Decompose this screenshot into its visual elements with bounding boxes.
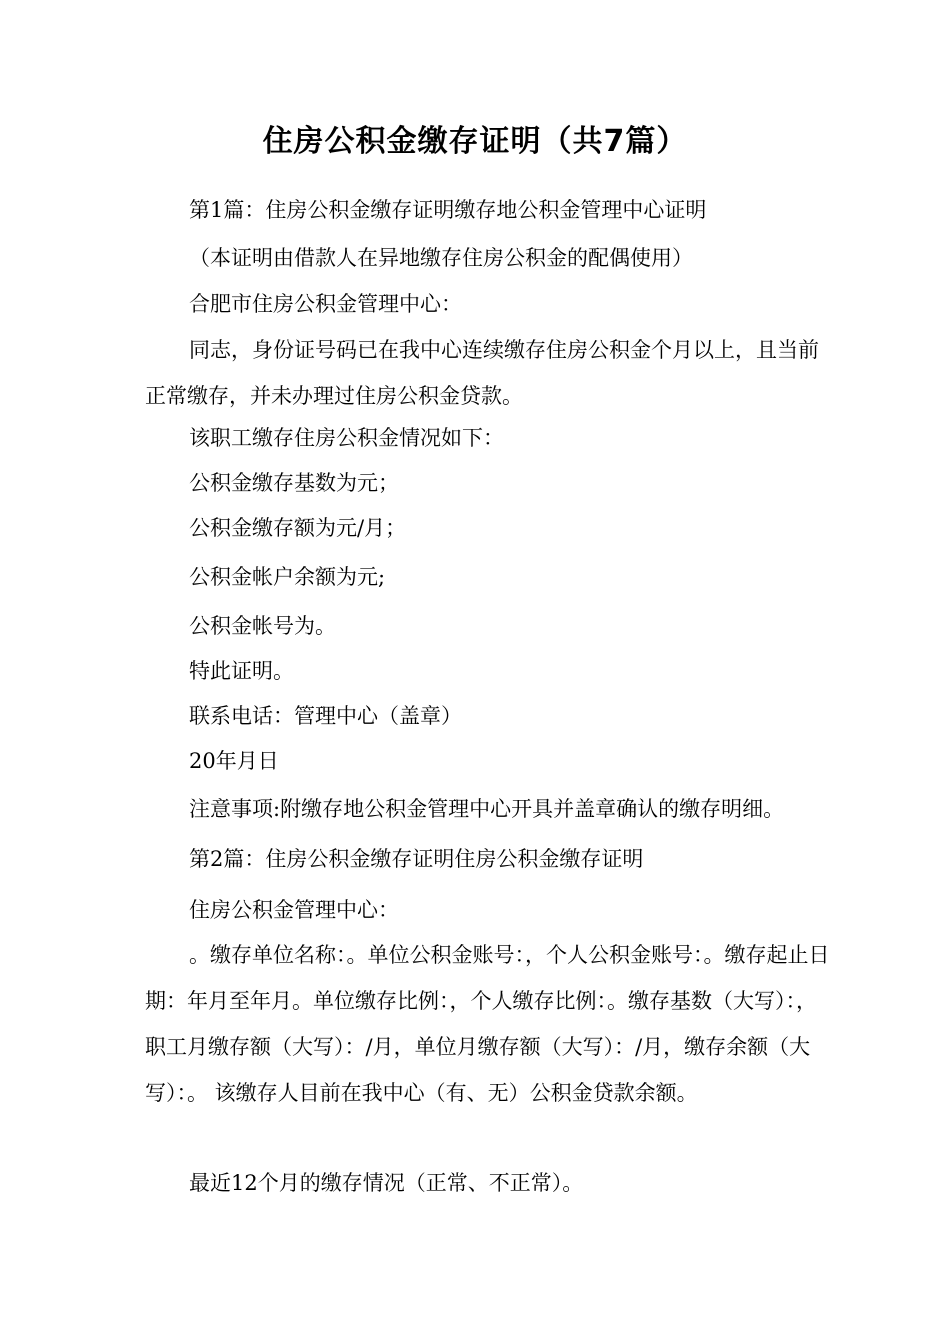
- paragraph-addressee: 合肥市住房公积金管理中心：: [189, 292, 462, 316]
- paragraph-notice: 注意事项:附缴存地公积金管理中心开具并盖章确认的缴存明细。: [189, 797, 785, 821]
- paragraph-info-intro: 该职工缴存住房公积金情况如下：: [189, 426, 504, 450]
- paragraph-base: 公积金缴存基数为元；: [189, 471, 399, 495]
- paragraph-note: （本证明由借款人在异地缴存住房公积金的配偶使用）: [189, 246, 693, 270]
- document-title: 住房公积金缴存证明（共7篇）: [262, 124, 688, 159]
- paragraph-heading-2: 第2篇：住房公积金缴存证明住房公积金缴存证明: [189, 847, 644, 871]
- paragraph-amount: 公积金缴存额为元/月；: [189, 516, 407, 540]
- paragraph-certify: 特此证明。: [189, 659, 294, 683]
- paragraph-addressee-2: 住房公积金管理中心：: [189, 898, 399, 922]
- paragraph-recent: 最近12个月的缴存情况（正常、不正常）。: [189, 1171, 584, 1195]
- paragraph-balance: 公积金帐户余额为元;: [189, 565, 386, 589]
- paragraph-date: 20年月日: [189, 749, 279, 773]
- paragraph-body-1: 同志，身份证号码已在我中心连续缴存住房公积金个月以上，且当前正常缴存，并未办理过住房公积金贷款。: [145, 338, 819, 408]
- paragraph-body-2: 。缴存单位名称：。单位公积金账号：，个人公积金账号：。缴存起止日期：年月至年月。单位缴存比例：，个人缴存比例：。缴存基数（大写）：，职工月缴存额（大写）：/月，单位月缴存额（大写）：/月，缴存余额（大写）：。 该缴存人目前在我中心（有、无）公积金贷款余额。: [145, 943, 830, 1105]
- paragraph-account: 公积金帐号为。: [189, 614, 336, 638]
- paragraph-contact: 联系电话：管理中心（盖章）: [189, 704, 462, 728]
- paragraph-heading-1: 第1篇：住房公积金缴存证明缴存地公积金管理中心证明: [189, 198, 707, 222]
